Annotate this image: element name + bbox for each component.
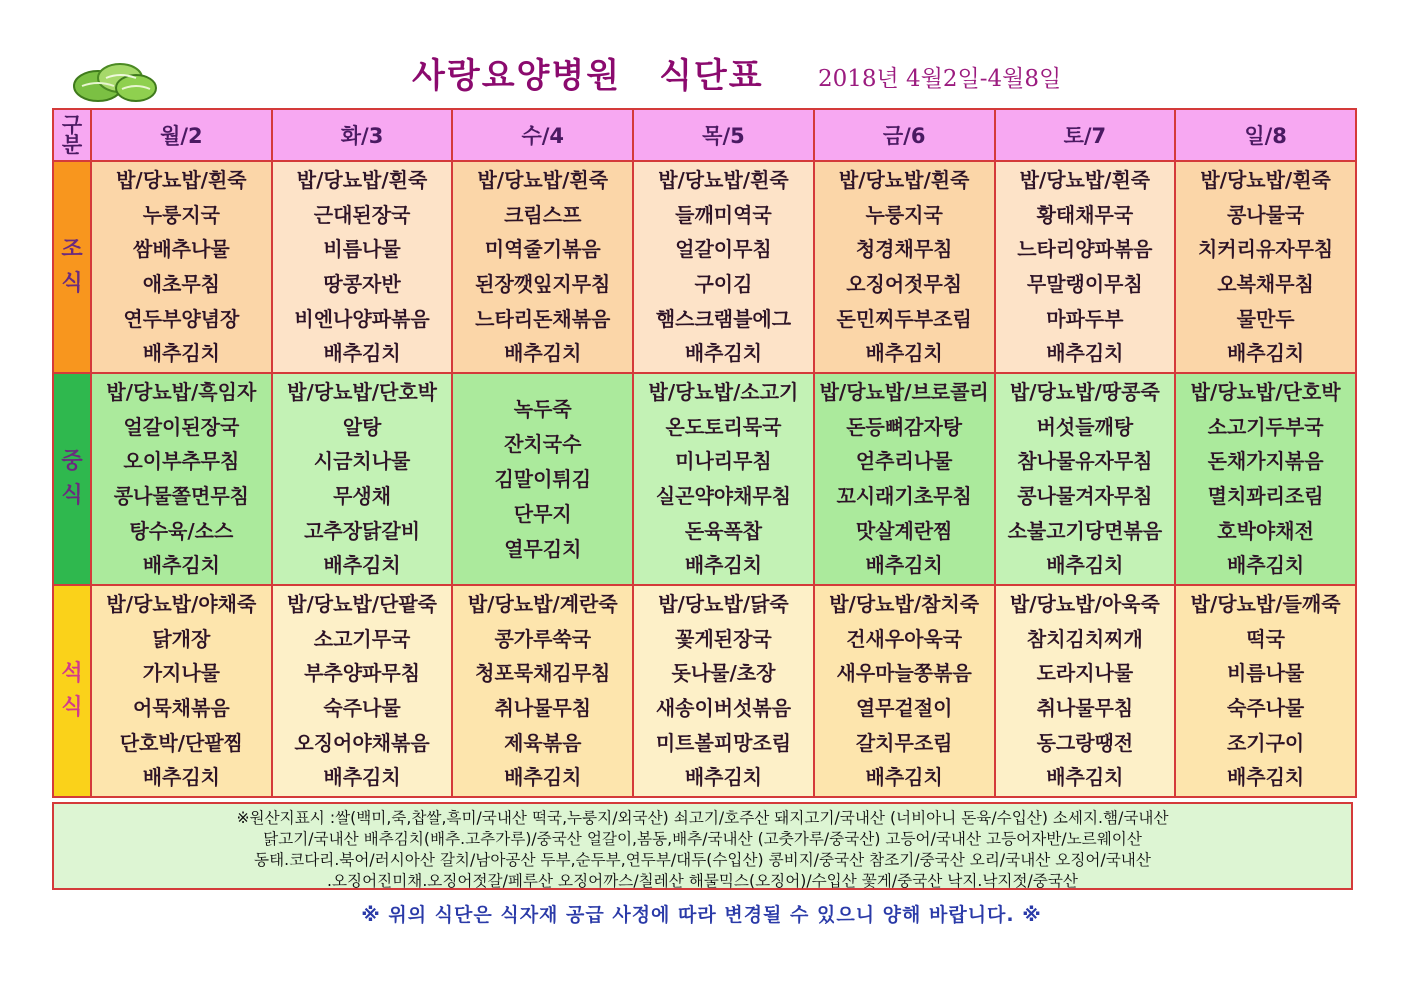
menu-item: 소불고기당면볶음 <box>1007 518 1163 543</box>
menu-item: 비름나물 <box>1226 661 1305 686</box>
menu-item: 배추김치 <box>1046 765 1124 790</box>
meal-cell <box>91 585 272 797</box>
day-header: 목/5 <box>633 109 814 161</box>
menu-item: 청포묵채김무침 <box>475 661 611 686</box>
meal-cell <box>91 161 272 373</box>
date-range: 2018년 4월2일-4월8일 <box>818 66 1062 92</box>
menu-item: 새우마늘쫑볶음 <box>836 661 972 686</box>
meal-cell <box>272 373 453 585</box>
page-title <box>412 48 764 97</box>
menu-item: 밥/당뇨밥/단호박 <box>287 380 437 405</box>
menu-item: 꽃게된장국 <box>675 626 772 651</box>
meal-cell <box>995 161 1176 373</box>
menu-item: 미나리무침 <box>675 449 772 474</box>
menu-item: 황태채무국 <box>1036 202 1134 227</box>
menu-item: 닭개장 <box>152 626 211 651</box>
meal-cell <box>814 585 995 797</box>
meal-cell <box>1175 161 1356 373</box>
meal-row-lunch <box>53 373 1356 585</box>
menu-item: 비엔나양파볶음 <box>294 306 430 331</box>
menu-item: 누룽지국 <box>865 202 943 227</box>
menu-item: 배추김치 <box>1226 553 1305 578</box>
menu-item: 밥/당뇨밥/흰죽 <box>658 168 789 193</box>
day-header-row <box>53 109 1356 161</box>
menu-item: 된장깻잎지무침 <box>475 272 611 296</box>
menu-item: 밥/당뇨밥/계란죽 <box>467 592 618 617</box>
menu-item: 들깨미역국 <box>675 202 772 227</box>
menu-item: 실곤약야채무침 <box>655 484 792 508</box>
menu-item: 탕수육/소스 <box>129 518 234 543</box>
menu-item: 밥/당뇨밥/야채죽 <box>106 592 257 617</box>
meal-cell <box>814 161 995 373</box>
menu-item: 배추김치 <box>323 553 401 578</box>
menu-item: 배추김치 <box>504 765 582 790</box>
meal-label-breakfast: 조 식 <box>53 161 91 373</box>
menu-item: 밥/당뇨밥/흰죽 <box>838 168 970 193</box>
menu-item: 참나물유자무침 <box>1017 449 1153 474</box>
menu-item: 청경채무침 <box>855 237 953 262</box>
menu-item: 밥/당뇨밥/흰죽 <box>1019 168 1151 193</box>
menu-item: 맛살계란찜 <box>855 518 953 543</box>
hospital-name: 사랑요양병원 <box>412 56 622 96</box>
menu-item: 오이부추무침 <box>123 449 240 474</box>
menu-item: 배추김치 <box>1046 553 1124 578</box>
meal-cell <box>633 161 814 373</box>
day-header: 월/2 <box>91 109 272 161</box>
meal-cell <box>91 373 272 585</box>
menu-item: 녹두죽 <box>513 396 572 421</box>
menu-item: 부추양파무침 <box>304 661 421 686</box>
menu-item: 무생채 <box>333 484 392 508</box>
menu-item: 오복채무침 <box>1217 272 1314 296</box>
day-header: 수/4 <box>452 109 633 161</box>
menu-item: 마파두부 <box>1046 306 1124 331</box>
menu-item: 꼬시래기초무침 <box>836 484 972 508</box>
menu-item: 오징어젓무침 <box>846 272 963 296</box>
menu-item: 밥/당뇨밥/흰죽 <box>296 168 428 193</box>
menu-item: 얼갈이무침 <box>675 237 772 262</box>
menu-item: 배추김치 <box>323 765 401 790</box>
menu-item: 구이김 <box>694 272 753 296</box>
menu-item: 배추김치 <box>1226 341 1305 366</box>
menu-item: 밥/당뇨밥/흰죽 <box>477 168 609 193</box>
menu-item: 배추김치 <box>142 765 220 790</box>
menu-item: 소고기무국 <box>313 626 411 651</box>
menu-item: 멸치꽈리조림 <box>1207 484 1324 508</box>
menu-item: 배추김치 <box>142 341 220 366</box>
menu-item: 참치김치찌개 <box>1026 626 1143 651</box>
meal-cell <box>452 373 633 585</box>
menu-item: 취나물무침 <box>494 696 592 720</box>
day-header: 화/3 <box>272 109 453 161</box>
menu-item: 밥/당뇨밥/닭죽 <box>658 592 789 617</box>
menu-item: 콩나물국 <box>1226 202 1305 227</box>
meal-table <box>52 108 1357 798</box>
menu-item: 떡국 <box>1246 626 1285 651</box>
menu-item: 오징어야채볶음 <box>294 730 430 755</box>
meal-row-breakfast <box>53 161 1356 373</box>
menu-item: 소고기두부국 <box>1207 414 1324 439</box>
menu-item: 밥/당뇨밥/단팥죽 <box>287 592 437 617</box>
menu-item: 배추김치 <box>1226 765 1305 790</box>
menu-item: 누룽지국 <box>142 202 220 227</box>
menu-item: 열무김치 <box>504 536 582 561</box>
footer-notice: ※ 위의 식단은 식자재 공급 사정에 따라 변경될 수 있으니 양해 바랍니다. ※ <box>361 904 1042 926</box>
menu-item: 돈육폭찹 <box>684 518 763 543</box>
menu-item: 밥/당뇨밥/참치죽 <box>829 592 980 617</box>
menu-item: 숙주나물 <box>1226 696 1305 720</box>
menu-item: 돈민찌두부조림 <box>836 306 972 331</box>
menu-item: 콩가루쑥국 <box>494 626 592 651</box>
meal-row-dinner <box>53 585 1356 797</box>
menu-item: 배추김치 <box>865 553 943 578</box>
meal-cell <box>995 373 1176 585</box>
menu-item: 배추김치 <box>142 553 220 578</box>
day-header: 일/8 <box>1175 109 1356 161</box>
menu-item: 미역줄기볶음 <box>484 237 601 262</box>
menu-item: 밥/당뇨밥/소고기 <box>648 380 799 405</box>
origin-note-line: 동태.코다리.북어/러시아산 갈치/남아공산 두부,순두부,연두부/대두(수입산) 콩비지/중국산 참조기/중국산 오리/국내산 오징어/국내산 <box>254 851 1151 869</box>
menu-item: 김말이튀김 <box>494 466 592 491</box>
menu-item: 돈채가지볶음 <box>1207 449 1324 474</box>
menu-item: 땅콩자반 <box>323 272 401 296</box>
menu-item: 밥/당뇨밥/땅콩죽 <box>1009 380 1160 405</box>
menu-item: 크림스프 <box>504 202 582 227</box>
day-header: 토/7 <box>995 109 1176 161</box>
menu-item: 제육볶음 <box>504 730 582 755</box>
menu-item: 배추김치 <box>504 341 582 366</box>
menu-item: 온도토리묵국 <box>665 414 782 439</box>
menu-item: 배추김치 <box>684 765 763 790</box>
menu-item: 밥/당뇨밥/흑임자 <box>106 380 257 405</box>
meal-cell <box>1175 373 1356 585</box>
menu-item: 밥/당뇨밥/아욱죽 <box>1009 592 1160 617</box>
menu-item: 도라지나물 <box>1036 661 1134 686</box>
day-header: 금/6 <box>814 109 995 161</box>
menu-item: 열무겉절이 <box>855 696 953 720</box>
menu-item: 밥/당뇨밥/흰죽 <box>1200 168 1331 193</box>
menu-item: 미트볼피망조림 <box>655 730 792 755</box>
origin-note-line: 닭고기/국내산 배추김치(배추.고추가루)/중국산 얼갈이,봄동,배추/국내산 (고춧가루/중국산) 고등어/국내산 고등어자반/노르웨이산 <box>263 830 1142 848</box>
menu-item: 갈치무조림 <box>855 730 953 755</box>
menu-item: 버섯들깨탕 <box>1036 414 1134 439</box>
menu-item: 건새우아욱국 <box>846 626 963 651</box>
menu-item: 얼갈이된장국 <box>123 414 240 439</box>
menu-item: 배추김치 <box>684 341 763 366</box>
menu-item: 물만두 <box>1236 306 1295 331</box>
menu-item: 느타리양파볶음 <box>1017 237 1153 262</box>
menu-item: 돈등뼈감자탕 <box>846 414 963 439</box>
menu-item: 밥/당뇨밥/흰죽 <box>116 168 247 193</box>
menu-item: 가지나물 <box>142 661 220 686</box>
menu-item: 돗나물/초장 <box>671 661 776 686</box>
menu-item: 배추김치 <box>1046 341 1124 366</box>
origin-note-line: ※원산지표시 :쌀(백미,죽,찹쌀,흑미/국내산 떡국,누룽지/외국산) 쇠고기/호주산 돼지고기/국내산 (너비아니 돈육/수입산) 소세지.햄/국내산 <box>236 809 1169 827</box>
menu-item: 고추장닭갈비 <box>304 518 421 543</box>
menu-item: 쌈배추나물 <box>133 237 230 262</box>
cabbage-leaves-icon <box>68 56 160 108</box>
menu-item: 느타리돈채볶음 <box>475 306 611 331</box>
menu-item: 잔치국수 <box>504 431 582 456</box>
menu-item: 알탕 <box>342 414 382 439</box>
meal-cell <box>814 373 995 585</box>
meal-label-dinner: 석 식 <box>53 585 91 797</box>
menu-item: 콩나물겨자무침 <box>1017 484 1153 508</box>
menu-item: 밥/당뇨밥/브로콜리 <box>819 380 989 405</box>
menu-item: 콩나물쫄면무침 <box>113 484 249 508</box>
meal-cell <box>995 585 1176 797</box>
origin-notes <box>52 802 1353 890</box>
menu-item: 무말랭이무침 <box>1026 272 1143 296</box>
menu-item: 단호박/단팥찜 <box>119 730 243 755</box>
menu-item: 새송이버섯볶음 <box>655 696 792 720</box>
meal-cell <box>633 373 814 585</box>
menu-item: 배추김치 <box>323 341 401 366</box>
menu-item: 배추김치 <box>684 553 763 578</box>
menu-title: 식단표 <box>659 56 764 96</box>
menu-item: 비름나물 <box>323 237 401 262</box>
origin-note-line: .오징어진미채.오징어젓갈/페루산 오징어까스/칠레산 해물믹스(오징어)/수입산 꽃게/중국산 낙지.낙지젓/중국산 <box>327 872 1078 890</box>
meal-cell <box>272 585 453 797</box>
menu-item: 조기구이 <box>1226 730 1305 755</box>
menu-item: 호박야채전 <box>1217 518 1314 543</box>
meal-cell <box>452 585 633 797</box>
menu-item: 어묵채볶음 <box>133 696 230 720</box>
menu-item: 애초무침 <box>142 272 220 296</box>
menu-item: 단무지 <box>513 501 572 526</box>
menu-item: 취나물무침 <box>1036 696 1134 720</box>
menu-item: 근대된장국 <box>313 202 411 227</box>
menu-item: 얻추리나물 <box>855 449 953 474</box>
meal-cell <box>1175 585 1356 797</box>
menu-item: 배추김치 <box>865 341 943 366</box>
menu-item: 연두부양념장 <box>123 306 240 331</box>
menu-item: 햄스크램블에그 <box>655 306 792 331</box>
menu-item: 동그랑땡전 <box>1036 730 1134 755</box>
corner-label: 구 분 <box>53 109 91 161</box>
menu-item: 밥/당뇨밥/들깨죽 <box>1190 592 1341 617</box>
menu-item: 배추김치 <box>865 765 943 790</box>
meal-cell <box>272 161 453 373</box>
meal-cell <box>452 161 633 373</box>
menu-item: 시금치나물 <box>313 449 411 474</box>
menu-item: 치커리유자무침 <box>1197 237 1334 262</box>
page-header <box>0 40 1403 110</box>
menu-item: 밥/당뇨밥/단호박 <box>1190 380 1341 405</box>
meal-cell <box>633 585 814 797</box>
menu-item: 숙주나물 <box>323 696 401 720</box>
meal-label-lunch: 중 식 <box>53 373 91 585</box>
